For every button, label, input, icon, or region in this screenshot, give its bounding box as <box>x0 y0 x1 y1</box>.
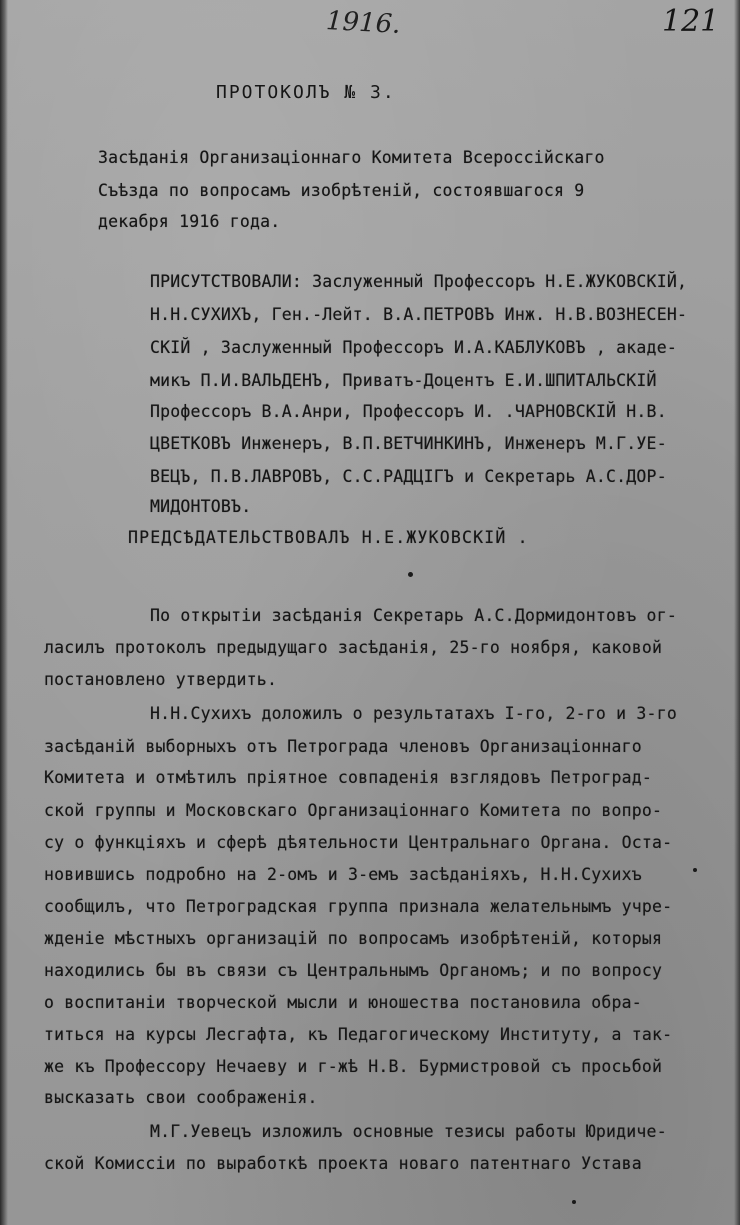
body-line: су о функціяхъ и сферѣ дѣятельности Центральнаго Органа. Оста- <box>44 833 673 852</box>
body-line: новившись подробно на 2-омъ и 3-емъ засѣданіяхъ, Н.Н.Сухихъ <box>44 865 642 884</box>
body-line: высказать свои соображенія. <box>44 1088 318 1107</box>
ink-dot <box>572 1200 576 1204</box>
page-edge-shadow-right <box>734 0 740 1225</box>
attendees-line: Н.Н.СУХИХЪ, Ген.-Лейт. В.А.ПЕТРОВЪ Инж. Н.В.ВОЗНЕСЕН- <box>150 305 688 324</box>
heading-line: декабря 1916 года. <box>98 212 281 231</box>
body-line: постановлено утвердить. <box>44 670 278 689</box>
handwritten-year: 1916. <box>325 6 402 40</box>
attendees-line: микъ П.И.ВАЛЬДЕНЪ, Приватъ-Доцентъ Е.И.ШПИТАЛЬСКІЙ <box>150 371 657 390</box>
body-line: же къ Профессору Нечаеву и г-жѣ Н.В. Бурмистровой съ просьбой <box>44 1057 663 1076</box>
protocol-title: ПРОТОКОЛЪ № 3. <box>216 82 396 103</box>
body-line: сообщилъ, что Петроградская группа признала желательнымъ учре- <box>44 897 673 916</box>
body-line: находились бы въ связи съ Центральнымъ Органомъ; и по вопросу <box>44 961 663 980</box>
attendees-line: СКІЙ , Заслуженный Профессоръ И.А.КАБЛУКОВЪ , акаде- <box>150 338 677 357</box>
body-line: титься на курсы Лесгафта, къ Педагогическому Институту, а так- <box>44 1025 673 1044</box>
heading-line: Засѣданія Организаціоннаго Комитета Всероссійскаго <box>98 148 605 167</box>
attendees-line: ПРИСУТСТВОВАЛИ: Заслуженный Профессоръ Н.Е.ЖУКОВСКІЙ, <box>150 272 688 291</box>
body-line: засѣданій выборныхъ отъ Петрограда членовъ Организаціоннаго <box>44 737 642 756</box>
page-edge-shadow-left <box>0 0 8 1225</box>
body-line: ласилъ протоколъ предыдущаго засѣданія, 25-го ноября, каковой <box>44 638 663 657</box>
attendees-line: ЦВЕТКОВЪ Инженеръ, В.П.ВЕТЧИНКИНЪ, Инженеръ М.Г.УЕ- <box>150 434 667 453</box>
body-line: жденіе мѣстныхъ организацій по вопросамъ изобрѣтеній, которыя <box>44 929 663 948</box>
attendees-line: Профессоръ В.А.Анри, Профессоръ И. .ЧАРНОВСКІЙ Н.В. <box>150 402 667 421</box>
body-line: М.Г.Уевецъ изложилъ основные тезисы работы Юридиче- <box>150 1122 667 1141</box>
attendees-line: ВЕЦЪ, П.В.ЛАВРОВЪ, С.С.РАДЦІГЪ и Секретарь А.С.ДОР- <box>150 467 667 486</box>
ink-spot <box>408 572 413 577</box>
attendees-line: МИДОНТОВЪ. <box>150 497 252 516</box>
ink-dot <box>693 868 697 872</box>
heading-line: Съѣзда по вопросамъ изобрѣтеній, состоявшагося 9 <box>98 181 585 200</box>
body-line: о воспитаніи творческой мысли и юношества постановила обра- <box>44 993 642 1012</box>
body-line: По открытіи засѣданія Секретарь А.С.Дормидонтовъ ог- <box>150 606 677 625</box>
body-line: Н.Н.Сухихъ доложилъ о результатахъ І-го, 2-го и 3-го <box>150 704 677 723</box>
handwritten-page-number: 121 <box>662 4 720 39</box>
chair-line: ПРЕДСѢДАТЕЛЬСТВОВАЛЪ Н.Е.ЖУКОВСКІЙ . <box>128 528 529 547</box>
body-line: Комитета и отмѣтилъ пріятное совпаденія взглядовъ Петроград- <box>44 768 653 787</box>
body-line: ской группы и Московскаго Организаціоннаго Комитета по вопро- <box>44 801 663 820</box>
body-line: ской Комиссіи по выработкѣ проекта новаго патентнаго Устава <box>44 1154 642 1173</box>
